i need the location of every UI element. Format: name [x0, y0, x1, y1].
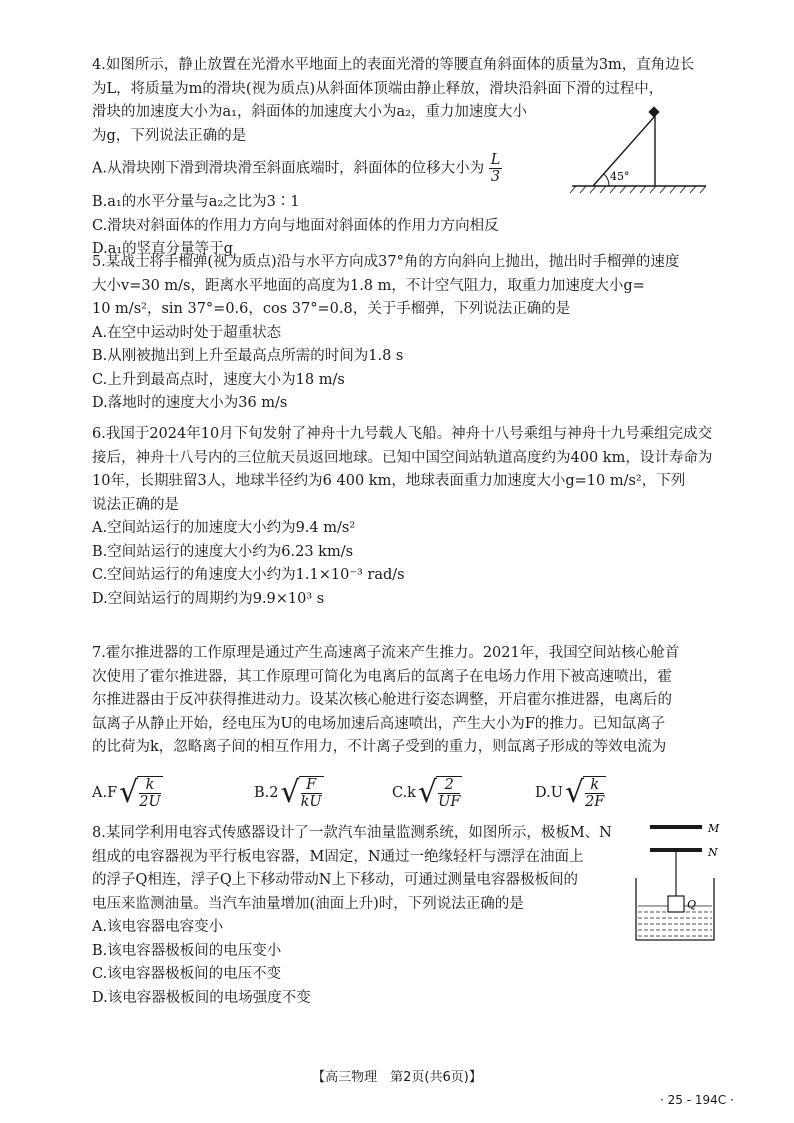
plate-n — [650, 848, 702, 852]
q7-option-c-numerator: 2 — [438, 777, 460, 794]
q7-option-b-denominator: kU — [300, 794, 322, 810]
q8-stem-line-4: 电压来监测油量。当汽车油量增加(油面上升)时，下列说法正确的是 — [92, 895, 524, 912]
q4-stem-line-2: 为L，将质量为m的滑块(视为质点)从斜面体顶端由静止释放，滑块沿斜面下滑的过程中， — [92, 80, 664, 97]
plate-m — [650, 825, 702, 829]
q7-option-c-denominator: UF — [438, 794, 461, 810]
q8-option-b: B.该电容器极板间的电压变小 — [92, 942, 282, 959]
q5-stem-line-3: 10 m/s²，sin 37°=0.6，cos 37°=0.8，关于手榴弹，下列说法正确的是 — [92, 301, 571, 317]
plate-n-label: N — [708, 846, 718, 859]
question-5 — [92, 251, 714, 416]
q7-option-b-numerator: F — [301, 777, 322, 794]
q5-option-d: D.落地时的速度大小为36 m/s — [92, 395, 288, 411]
plate-m-label: M — [708, 822, 720, 835]
q7-option-a-sqrt — [119, 776, 163, 810]
q8-stem-line-3: 的浮子Q相连，浮子Q上下移动带动N上下移动，可通过测量电容器极板间的 — [92, 872, 578, 888]
q7-option-a-numerator: k — [139, 777, 160, 794]
q7-option-a — [92, 776, 163, 810]
float-q — [668, 896, 684, 912]
q7-option-d-denominator: 2F — [585, 794, 605, 810]
q7-stem-line-3: 尔推进器由于反冲获得推进动力。设某次核心舱进行姿态调整，开启霍尔推进器，电离后的 — [92, 692, 672, 708]
q7-option-c — [392, 776, 462, 810]
q4-stem-line-4: 为g，下列说法正确的是 — [92, 127, 247, 144]
q6-stem-line-2: 接后，神舟十八号内的三位航天员返回地球。已知中国空间站轨道高度约为400 km，设计寿命为 — [92, 449, 713, 466]
q4-stem-line-3: 滑块的加速度大小为a₁，斜面体的加速度大小为a₂，重力加速度大小 — [92, 104, 527, 120]
q8-option-a: A.该电容器电容变小 — [92, 919, 224, 935]
question-6 — [92, 423, 714, 611]
sqrt-icon: √ — [564, 775, 585, 810]
q4-angle-label: 45° — [610, 170, 630, 183]
q6-option-c: C.空间站运行的角速度大小约为1.1×10⁻³ rad/s — [92, 567, 405, 583]
q7-option-b-label: B.2 — [254, 785, 279, 801]
q6-stem-line-1: 6.我国于2024年10月下旬发射了神舟十九号载人飞船。神舟十八号乘组与神舟十九号乘组完成交 — [92, 426, 713, 442]
q8-option-d: D.该电容器极板间的电场强度不变 — [92, 989, 311, 1006]
q7-option-a-denominator: 2U — [139, 794, 161, 810]
q5-option-a: A.在空中运动时处于超重状态 — [92, 324, 282, 341]
q7-stem-line-4: 氙离子从静止开始，经电压为U的电场加速后高速喷出，产生大小为F的推力。已知氙离子 — [92, 715, 666, 732]
exam-code: · 25 - 194C · — [660, 1093, 734, 1107]
q7-stem-line-2: 次使用了霍尔推进器，其工作原理可简化为电离后的氙离子在电场力作用下被高速喷出，霍 — [92, 668, 672, 685]
question-8 — [92, 822, 622, 1010]
q4-option-a-fraction — [489, 152, 503, 185]
q7-stem-line-1: 7.霍尔推进器的工作原理是通过产生高速离子流来产生推力。2021年，我国空间站核心舱首 — [92, 645, 680, 661]
q5-option-c: C.上升到最高点时，速度大小为18 m/s — [92, 371, 345, 388]
q8-stem-line-1: 8.某同学利用电容式传感器设计了一款汽车油量监测系统，如图所示，极板M、N — [92, 825, 612, 841]
slider-block-icon — [648, 106, 659, 117]
question-7 — [92, 642, 714, 760]
q5-stem-line-1: 5.某战士将手榴弹(视为质点)沿与水平方向成37°角的方向斜向上抛出，抛出时手榴弹的速度 — [92, 254, 680, 270]
q6-option-d: D.空间站运行的周期约为9.9×10³ s — [92, 590, 325, 607]
q4-option-a-numerator: L — [490, 152, 501, 168]
q6-option-b: B.空间站运行的速度大小约为6.23 km/s — [92, 543, 354, 560]
q7-option-d-sqrt — [565, 776, 606, 810]
q7-option-d-label: D.U — [535, 785, 563, 801]
q7-option-a-label: A.F — [92, 785, 118, 801]
q8-stem-line-2: 组成的电容器视为平行板电容器，M固定，N通过一绝缘轻杆与漂浮在油面上 — [92, 848, 584, 865]
q7-option-d-numerator: k — [585, 777, 604, 794]
q6-stem-line-4: 说法正确的是 — [92, 496, 179, 513]
q4-option-a-denominator: 3 — [490, 169, 501, 185]
page-footer: 【高三物理 第2页(共6页)】 — [312, 1070, 482, 1085]
q4-option-d: D.a₁的竖直分量等于g — [92, 241, 233, 257]
q6-option-a: A.空间站运行的加速度大小约为9.4 m/s² — [92, 520, 356, 536]
q7-option-c-sqrt — [418, 776, 462, 810]
float-q-label: Q — [687, 898, 697, 911]
q5-option-b: B.从刚被抛出到上升至最高点所需的时间为1.8 s — [92, 348, 404, 364]
q4-stem-line-1: 4.如图所示，静止放置在光滑水平地面上的表面光滑的等腰直角斜面体的质量为3m，直角边长 — [92, 57, 695, 73]
q7-options — [92, 770, 712, 814]
q7-stem-line-5: 的比荷为k，忽略离子间的相互作用力，不计离子受到的重力，则氙离子形成的等效电流为 — [92, 739, 667, 755]
q7-option-d — [535, 776, 606, 810]
q7-option-b — [254, 776, 324, 810]
q4-incline-figure — [566, 100, 712, 196]
q7-option-b-sqrt — [281, 776, 324, 810]
sqrt-icon: √ — [280, 775, 300, 810]
q8-capacitor-figure — [630, 818, 720, 948]
q4-option-c: C.滑块对斜面体的作用力方向与地面对斜面体的作用力方向相反 — [92, 217, 499, 234]
q8-option-c: C.该电容器极板间的电压不变 — [92, 966, 282, 982]
q6-stem-line-3: 10年，长期驻留3人，地球半径约为6 400 km，地球表面重力加速度大小g=10 m/s²，下列 — [92, 473, 686, 489]
q4-option-b: B.a₁的水平分量与a₂之比为3∶1 — [92, 194, 300, 210]
sqrt-icon: √ — [417, 775, 438, 810]
q4-option-a-text: A.从滑块刚下滑到滑块滑至斜面底端时，斜面体的位移大小为 — [92, 160, 485, 177]
q5-stem-line-2: 大小v=30 m/s，距离水平地面的高度为1.8 m，不计空气阻力，取重力加速度大小g= — [92, 277, 645, 294]
q7-option-c-label: C.k — [392, 785, 416, 801]
sqrt-icon: √ — [119, 775, 139, 810]
